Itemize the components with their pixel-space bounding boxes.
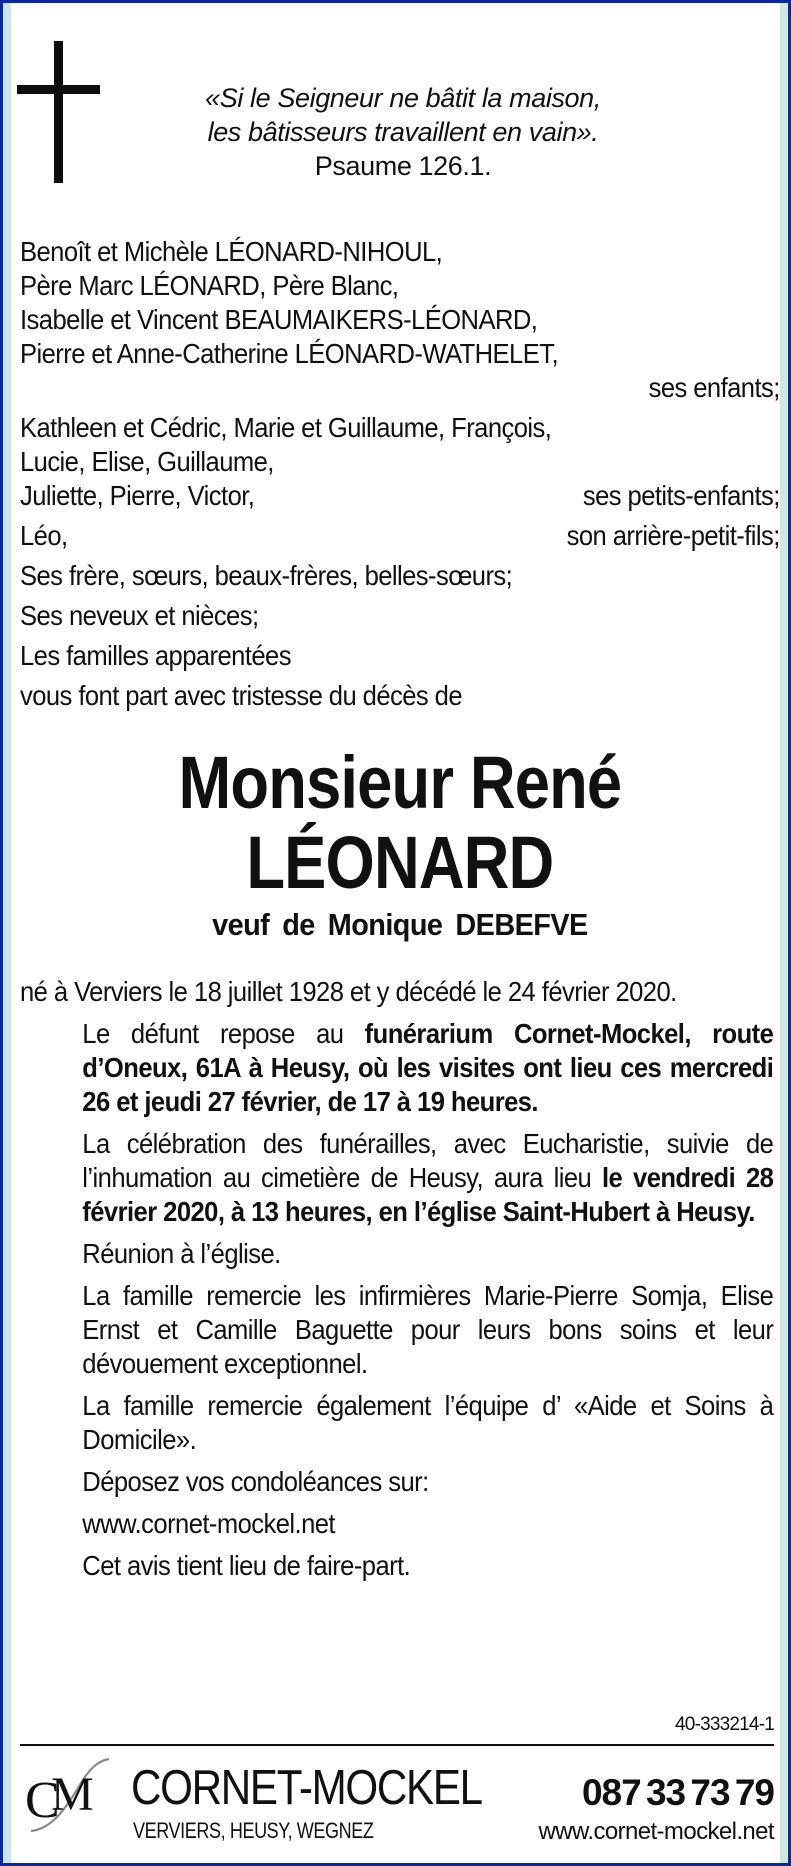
cross-vertical-bar xyxy=(54,41,63,183)
website-link[interactable]: www.cornet-mockel.net xyxy=(538,1818,774,1845)
family-line: Léo, xyxy=(20,520,68,551)
notice-content xyxy=(20,235,780,1583)
thanks-team-paragraph: La famille remercie également l’équipe d’ «Aide et Soins à Domicile». xyxy=(82,1390,774,1455)
svg-text:M: M xyxy=(51,1768,94,1821)
frame-strip-left xyxy=(3,3,11,1863)
thanks-nurses-paragraph: La famille remercie les infirmières Marie-Pierre Somja, Elise Ernst et Camille Baguette pour leurs bons soins et leur dévouement exceptionnel. xyxy=(82,1280,774,1379)
funeral-details: le vendredi 28 février 2020, à 13 heures, en l’église Saint-Hubert à Heusy. xyxy=(82,1162,774,1227)
phone-number[interactable]: 087 33 73 79 xyxy=(581,1772,774,1813)
children-block xyxy=(20,235,780,405)
funeral-intro: La célébration des funérailles, avec Eucharistie, suivie de l’inhumation au cimetière de Heusy, aura lieu xyxy=(82,1128,774,1193)
frame-strip-right xyxy=(780,3,788,1863)
svg-text:C: C xyxy=(25,1772,60,1829)
brand-locations: VERVIERS, HEUSY, WEGNEZ xyxy=(133,1818,374,1843)
quote-line: «Si le Seigneur ne bâtit la maison, xyxy=(205,83,601,113)
grandchildren-label: ses petits-enfants; xyxy=(582,480,780,511)
rest-intro: Le défunt repose au xyxy=(82,1018,365,1049)
family-line: Kathleen et Cédric, Marie et Guillaume, François, xyxy=(20,412,552,443)
family-line: Isabelle et Vincent BEAUMAIKERS-LÉONARD, xyxy=(20,304,538,335)
family-line: Père Marc LÉONARD, Père Blanc, xyxy=(20,270,399,301)
meeting-line: Réunion à l’église. xyxy=(82,1238,281,1269)
birth-death-paragraph: né à Verviers le 18 juillet 1928 et y décédé le 24 février 2020. xyxy=(20,976,677,1007)
rest-paragraph xyxy=(20,1017,773,1119)
family-line: Pierre et Anne-Catherine LÉONARD-WATHELET, xyxy=(20,338,559,369)
great-grandchild-row xyxy=(20,519,780,553)
children-label: ses enfants; xyxy=(648,372,780,403)
footer-divider xyxy=(20,1744,774,1746)
reference-number: 40-333214-1 xyxy=(675,1714,774,1735)
cornet-mockel-logo-icon xyxy=(23,1755,115,1835)
notice-line: Cet avis tient lieu de faire-part. xyxy=(82,1550,411,1581)
rest-details: funérarium Cornet-Mockel, route d’Oneux, 61A à Heusy, où les visites ont lieu ces mercredi 26 et jeudi 27 février, de 17 à 19 heures. xyxy=(82,1018,774,1117)
widower-of: veuf de Monique DEBEFVE xyxy=(212,907,588,942)
grandchildren-row xyxy=(20,479,780,513)
cross-horizontal-bar xyxy=(17,85,100,94)
condolences-line: Déposez vos condoléances sur: xyxy=(82,1466,429,1497)
nephews-line: Ses neveux et nièces; xyxy=(20,600,259,631)
grandchildren-block xyxy=(20,411,780,513)
psalm-quote xyxy=(123,81,683,183)
siblings-line: Ses frère, sœurs, beaux-frères, belles-sœurs; xyxy=(20,560,513,591)
quote-reference: Psaume 126.1. xyxy=(314,151,492,181)
funeral-paragraph xyxy=(20,1127,773,1229)
deceased-name: Monsieur René LÉONARD xyxy=(178,741,622,904)
family-line: Lucie, Elise, Guillaume, xyxy=(20,446,274,477)
condolences-url[interactable]: www.cornet-mockel.net xyxy=(82,1508,335,1539)
quote-line: les bâtisseurs travaillent en vain». xyxy=(207,117,599,147)
announcement-line: vous font part avec tristesse du décès de xyxy=(20,680,462,711)
brand-name: CORNET-MOCKEL xyxy=(131,1761,482,1815)
related-line: Les familles apparentées xyxy=(20,640,291,671)
great-grandchild-label: son arrière-petit-fils; xyxy=(566,520,780,551)
family-line: Juliette, Pierre, Victor, xyxy=(20,480,255,511)
family-line: Benoît et Michèle LÉONARD-NIHOUL, xyxy=(20,236,443,267)
